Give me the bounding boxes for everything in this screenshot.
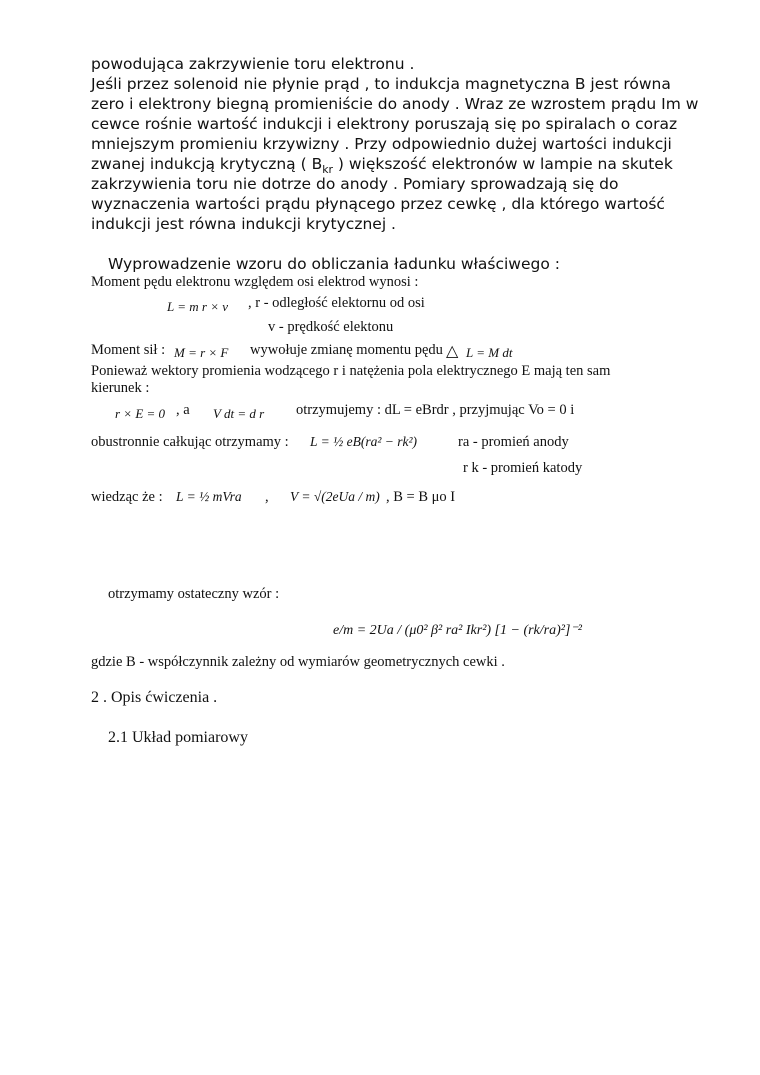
force-moment-formula: M = r × F — [174, 345, 229, 360]
vectors-line: Ponieważ wektory promienia wodzącego r i natężenia pola elektrycznego E mają ten sam — [91, 363, 611, 379]
V-formula: V = √(2eUa / m) — [290, 489, 380, 504]
integral-formula: L = ½ eB(ra² − rk²) — [310, 434, 418, 449]
text-line — [91, 155, 673, 176]
text-part: ) większość elektronów w lampie na skutek — [332, 155, 673, 173]
text-line: cewce rośnie wartość indukcji i elektrony poruszają się po spiralach o coraz — [91, 115, 678, 133]
delta-formula: L = M dt — [466, 345, 513, 360]
text-line: Jeśli przez solenoid nie płynie prąd , to indukcja magnetyczna B jest równa — [91, 75, 671, 93]
force-effect: wywołuje zmianę momentu pędu — [250, 342, 443, 358]
final-formula: e/m = 2Ua / (μ0² β² ra² Ikr²) [1 − (rk/ra)²]⁻² — [333, 623, 582, 638]
text-line: zero i elektrony biegną promieniście do anody . Wraz ze wzrostem prądu Im w — [91, 95, 699, 113]
integrate-label: obustronnie całkując otrzymamy : — [91, 434, 289, 450]
r-description: , r - odległość elektornu od osi — [248, 295, 425, 311]
text-line: powodująca zakrzywienie toru elektronu . — [91, 55, 415, 73]
vdt-formula: V dt = d r — [213, 406, 265, 421]
v-description: v - prędkość elektonu — [268, 319, 394, 335]
vectors-line: kierunek : — [91, 380, 150, 396]
force-moment-label: Moment sił : — [91, 342, 166, 358]
text-part: zwanej indukcją krytyczną ( B — [91, 155, 323, 173]
ra-description: ra - promień anody — [458, 434, 569, 450]
B-formula: , B = B μo I — [386, 489, 456, 505]
text-line: indukcji jest równa indukcji krytycznej . — [91, 215, 396, 233]
subscript-kr: kr — [322, 163, 333, 177]
rk-description: r k - promień katody — [463, 460, 583, 476]
text-line: wyznaczenia wartości prądu płynącego przez cewkę , dla którego wartość — [91, 195, 665, 213]
final-label: otrzymamy ostateczny wzór : — [108, 586, 280, 602]
comma-a: , a — [176, 402, 190, 418]
cross-zero-formula: r × E = 0 — [115, 406, 166, 421]
section-heading: 2 . Opis ćwiczenia . — [91, 689, 218, 706]
where-line: gdzie B - współczynnik zależny od wymiarów geometrycznych cewki . — [91, 654, 505, 670]
text-line: mniejszym promieniu krzywizny . Przy odpowiednio dużej wartości indukcji — [91, 135, 672, 153]
L-formula: L = ½ mVra — [176, 489, 242, 504]
subsection-heading: 2.1 Układ pomiarowy — [108, 729, 248, 746]
moment-formula: L = m r × v — [167, 299, 229, 314]
separator-comma: , — [265, 489, 269, 505]
moment-line: Moment pędu elektronu względem osi elektrod wynosi : — [91, 274, 419, 290]
knowing-label: wiedząc że : — [91, 489, 163, 505]
derivation-title: Wyprowadzenie wzoru do obliczania ładunku właściwego : — [108, 255, 560, 273]
delta-icon: △ — [446, 343, 459, 360]
text-line: zakrzywienia toru nie dotrze do anody . Pomiary sprowadzają się do — [91, 175, 619, 193]
obtain-line: otrzymujemy : dL = eBrdr , przyjmując Vo = 0 i — [296, 402, 575, 418]
